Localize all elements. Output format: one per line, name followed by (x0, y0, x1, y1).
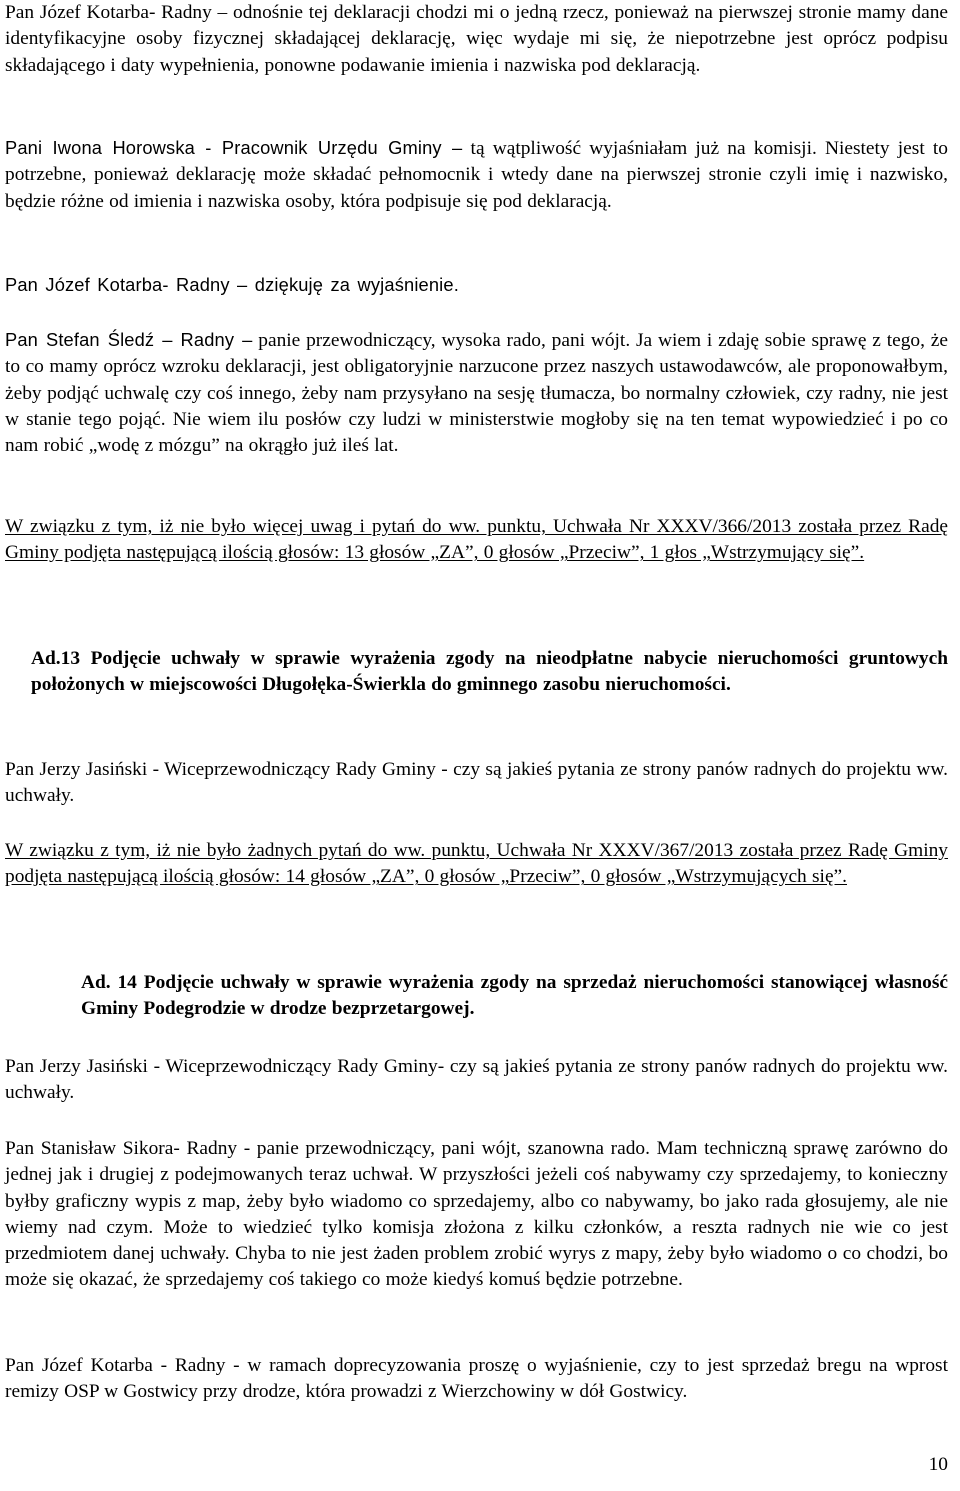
speech-text: dziękuję za wyjaśnienie. (247, 274, 459, 295)
paragraph-kotarba-3: Pan Józef Kotarba - Radny - w ramach doprecyzowania proszę o wyjaśnienie, czy to jest sprzedaż bregu na wprost remizy OSP w Gostwicy przy drodze, która prowadzi z Wierzchowiny w dół Gostwicy. (5, 1355, 948, 1403)
page-number: 10 (928, 1454, 948, 1475)
speaker-name: Pan Stefan Śledź – Radny – (5, 329, 253, 350)
paragraph-sikora: Pan Stanisław Sikora- Radny - panie przewodniczący, pani wójt, szanowna rado. Mam techniczną sprawę zarówno do jednej jak i drugiej z podejmowanych teraz uchwał. W przyszłości jeżeli coś nabywamy czy sprzedajemy, to konieczny byłby graficzny wypis z map, żeby było wiadomo co sprzedajemy, albo co nabywamy, bo jako rada głosujemy, ale nie wiemy nad czym. Może to wiedzieć tylko komisja złożona z kilku członków, a reszta radnych nie wie co jest przedmiotem danej uchwały. Chyba to nie jest żaden problem zrobić wyrys z mapy, żeby było wiadomo o co chodzi, bo może się okazać, że sprzedajemy coś takiego co może kiedyś komuś będzie potrzebne. (5, 1138, 948, 1291)
speaker-name: Pan Józef Kotarba- Radny – (5, 2, 228, 23)
paragraph-horowska (5, 135, 948, 215)
paragraph-sledz (5, 327, 948, 459)
speech-text: panie przewodniczący, wysoka rado, pani wójt. Ja wiem i zdaję sobie sprawę z tego, że to co mamy oprócz wzroku deklaracji, jest obligatoryjnie narzucone przez naszych ustawodawców, ale proponowałbym, żeby podjąć uchwalę czy coś innego, żeby nam przysyłano na sesję tłumacza, bo normalny człowiek, czy radny, nie jest w stanie tego pojąć. Nie wiem ilu posłów czy ludzi w ministerstwie mogłoby się na ten temat wypowiedzieć i po co nam robić „wodę z mózgu” na okrągło już ileś lat. (5, 330, 948, 457)
speech-text: odnośnie tej deklaracji chodzi mi o jedną rzecz, ponieważ na pierwszej stronie mamy dane identyfikacyjne osoby fizycznej składającej deklarację, więc wydaje mi się, że niepotrzebne jest oprócz podpisu składającego i daty wypełnienia, ponowne podawanie imienia i nazwiska pod deklaracją. (5, 2, 949, 76)
paragraph-jasinski-1: Pan Jerzy Jasiński - Wiceprzewodniczący Rady Gminy - czy są jakieś pytania ze strony panów radnych do projektu ww. uchwały. (5, 759, 948, 807)
vote-result-366: W związku z tym, iż nie było więcej uwag i pytań do ww. punktu, Uchwała Nr XXXV/366/2013 została przez Radę Gminy podjęta następującą ilością głosów: 13 głosów „ZA”, 0 głosów „Przeciw”, 1 głos „Wstrzymujący się”. (5, 516, 948, 564)
vote-result-367: W związku z tym, iż nie było żadnych pytań do ww. punktu, Uchwała Nr XXXV/367/2013 została przez Radę Gminy podjęta następującą ilością głosów: 14 głosów „ZA”, 0 głosów „Przeciw”, 0 głosów „Wstrzymujących się”. (5, 840, 948, 888)
speaker-name: Pan Józef Kotarba- Radny – (5, 274, 248, 295)
speech-text: tą wątpliwość wyjaśniałam już na komisji. Niestety jest to potrzebne, ponieważ deklarację może składać pełnomocnik i wtedy dane na pierwszej stronie czyli imię i nazwisko, będzie różne od imienia i nazwiska osoby, która podpisuje się pod deklaracją. (5, 138, 948, 212)
paragraph-kotarba-1 (5, 0, 948, 79)
agenda-item-13: Ad.13 Podjęcie uchwały w sprawie wyrażenia zgody na nieodpłatne nabycie nieruchomości gruntowych położonych w miejscowości Długołęka-Świerkla do gminnego zasobu nieruchomości. (31, 648, 948, 696)
paragraph-jasinski-2: Pan Jerzy Jasiński - Wiceprzewodniczący Rady Gminy- czy są jakieś pytania ze strony panów radnych do projektu ww. uchwały. (5, 1056, 948, 1104)
agenda-item-14: Ad. 14 Podjęcie uchwały w sprawie wyrażenia zgody na sprzedaż nieruchomości stanowiącej własność Gminy Podegrodzie w drodze bezprzetargowej. (81, 972, 948, 1020)
paragraph-kotarba-2 (5, 272, 459, 299)
speaker-name: Pani Iwona Horowska - Pracownik Urzędu Gminy – (5, 137, 463, 158)
